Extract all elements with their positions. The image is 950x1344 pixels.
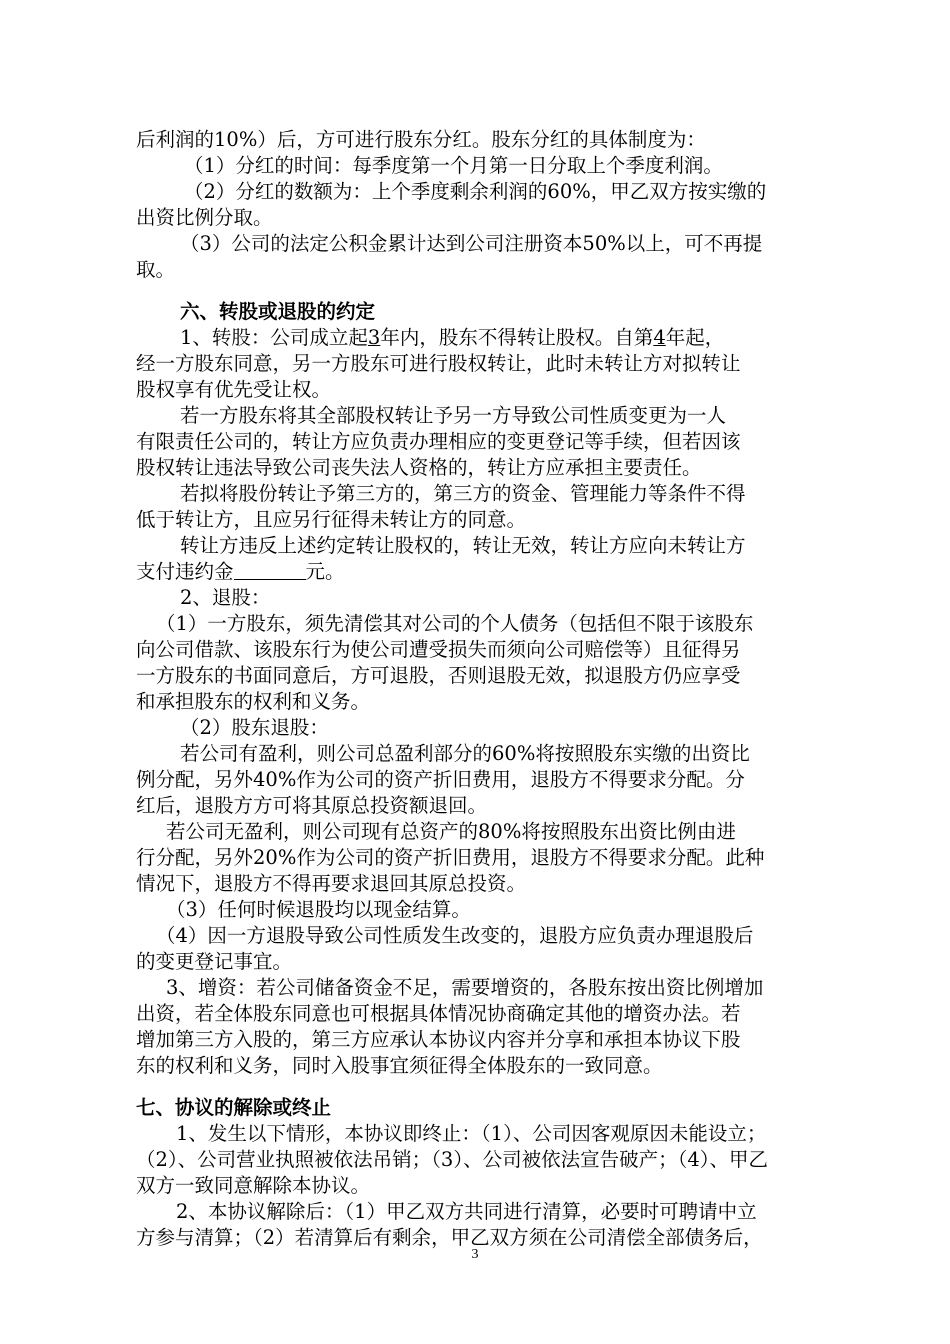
text-span: 年内，股东不得转让股权。自第 <box>380 326 654 349</box>
text-line: 经一方股东同意，另一方股东可进行股权转让，此时未转让方对拟转让 <box>136 352 741 375</box>
text-line: 例分配，另外40%作为公司的资产折旧费用，退股方不得要求分配。分 <box>136 768 745 791</box>
text-line: （2）分红的数额为：上个季度剩余利润的60%，甲乙双方按实缴的 <box>184 180 767 203</box>
section-heading-6: 六、转股或退股的约定 <box>180 300 376 323</box>
text-line: （1）分红的时间：每季度第一个月第一日分取上个季度利润。 <box>184 154 723 177</box>
page-number: 3 <box>471 1247 479 1262</box>
text-line: （3）公司的法定公积金累计达到公司注册资本50%以上，可不再提 <box>180 232 763 255</box>
text-line: 后利润的10%）后，方可进行股东分红。股东分红的具体制度为： <box>136 128 706 151</box>
text-line: 双方一致同意解除本协议。 <box>136 1174 371 1197</box>
text-line: 2、退股： <box>180 586 271 609</box>
text-line: 出资，若全体股东同意也可根据具体情况协商确定其他的增资办法。若 <box>136 1002 741 1025</box>
text-line: 东的权利和义务，同时入股事宜须征得全体股东的一致同意。 <box>136 1054 663 1077</box>
text-line: 若公司无盈利，则公司现有总资产的80%将按照股东出资比例由进 <box>166 820 736 843</box>
text-line: 转让方违反上述约定转让股权的，转让无效，转让方应向未转让方 <box>180 534 746 557</box>
text-line: （2）、公司营业执照被依法吊销；（3）、公司被依法宣告破产；（4）、甲乙 <box>136 1148 768 1171</box>
text-line: 若公司有盈利，则公司总盈利部分的60%将按照股东实缴的出资比 <box>180 742 750 765</box>
text-line: 若一方股东将其全部股权转让予另一方导致公司性质变更为一人 <box>180 404 727 427</box>
text-line: 一方股东的书面同意后，方可退股，否则退股无效，拟退股方仍应享受 <box>136 664 741 687</box>
text-line: （4）因一方退股导致公司性质发生改变的，退股方应负责办理退股后 <box>156 924 754 947</box>
text-line: 出资比例分取。 <box>136 206 273 229</box>
text-line: 股权转让违法导致公司丧失法人资格的，转让方应承担主要责任。 <box>136 456 702 479</box>
text-span: 元。 <box>305 560 345 583</box>
text-line <box>136 559 816 585</box>
text-line: 向公司借款、该股东行为使公司遭受损失而须向公司赔偿等）且征得另 <box>136 638 741 661</box>
text-line: 和承担股东的权利和义务。 <box>136 690 371 713</box>
transfer-start-year-value: 4 <box>653 326 666 349</box>
text-line: 股权享有优先受让权。 <box>136 378 332 401</box>
text-line: （3）任何时候退股均以现金结算。 <box>166 898 471 921</box>
text-line <box>180 325 816 351</box>
text-line: （1）一方股东，须先清偿其对公司的个人债务（包括但不限于该股东 <box>156 612 754 635</box>
text-line: 方参与清算；（2）若清算后有剩余，甲乙双方须在公司清偿全部债务后， <box>136 1226 763 1249</box>
text-span: 年起， <box>665 326 725 349</box>
text-line: 情况下，退股方不得再要求退回其原总投资。 <box>136 872 527 895</box>
text-line: （2）股东退股： <box>180 716 329 739</box>
section-heading-7: 七、协议的解除或终止 <box>136 1096 332 1119</box>
text-line: 若拟将股份转让予第三方的，第三方的资金、管理能力等条件不得 <box>180 482 746 505</box>
penalty-amount-blank <box>234 561 306 580</box>
text-line: 有限责任公司的，转让方应负责办理相应的变更登记等手续，但若因该 <box>136 430 741 453</box>
text-line: 红后，退股方方可将其原总投资额退回。 <box>136 794 488 817</box>
text-line: 低于转让方，且应另行征得未转让方的同意。 <box>136 508 527 531</box>
text-span: 支付违约金 <box>136 560 234 583</box>
text-line: 2、本协议解除后：（1）甲乙双方共同进行清算，必要时可聘请中立 <box>176 1200 757 1223</box>
text-line: 3、增资：若公司储备资金不足，需要增资的，各股东按出资比例增加 <box>166 976 764 999</box>
years-restriction-value: 3 <box>367 326 381 349</box>
text-line: 取。 <box>136 258 176 281</box>
text-line: 1、发生以下情形，本协议即终止：（1）、公司因客观原因未能设立； <box>176 1122 767 1145</box>
text-line: 增加第三方入股的，第三方应承认本协议内容并分享和承担本协议下股 <box>136 1028 741 1051</box>
text-line: 的变更登记事宜。 <box>136 950 293 973</box>
text-line: 行分配，另外20%作为公司的资产折旧费用，退股方不得要求分配。此种 <box>136 846 765 869</box>
text-span: 1、转股：公司成立起 <box>180 326 368 349</box>
